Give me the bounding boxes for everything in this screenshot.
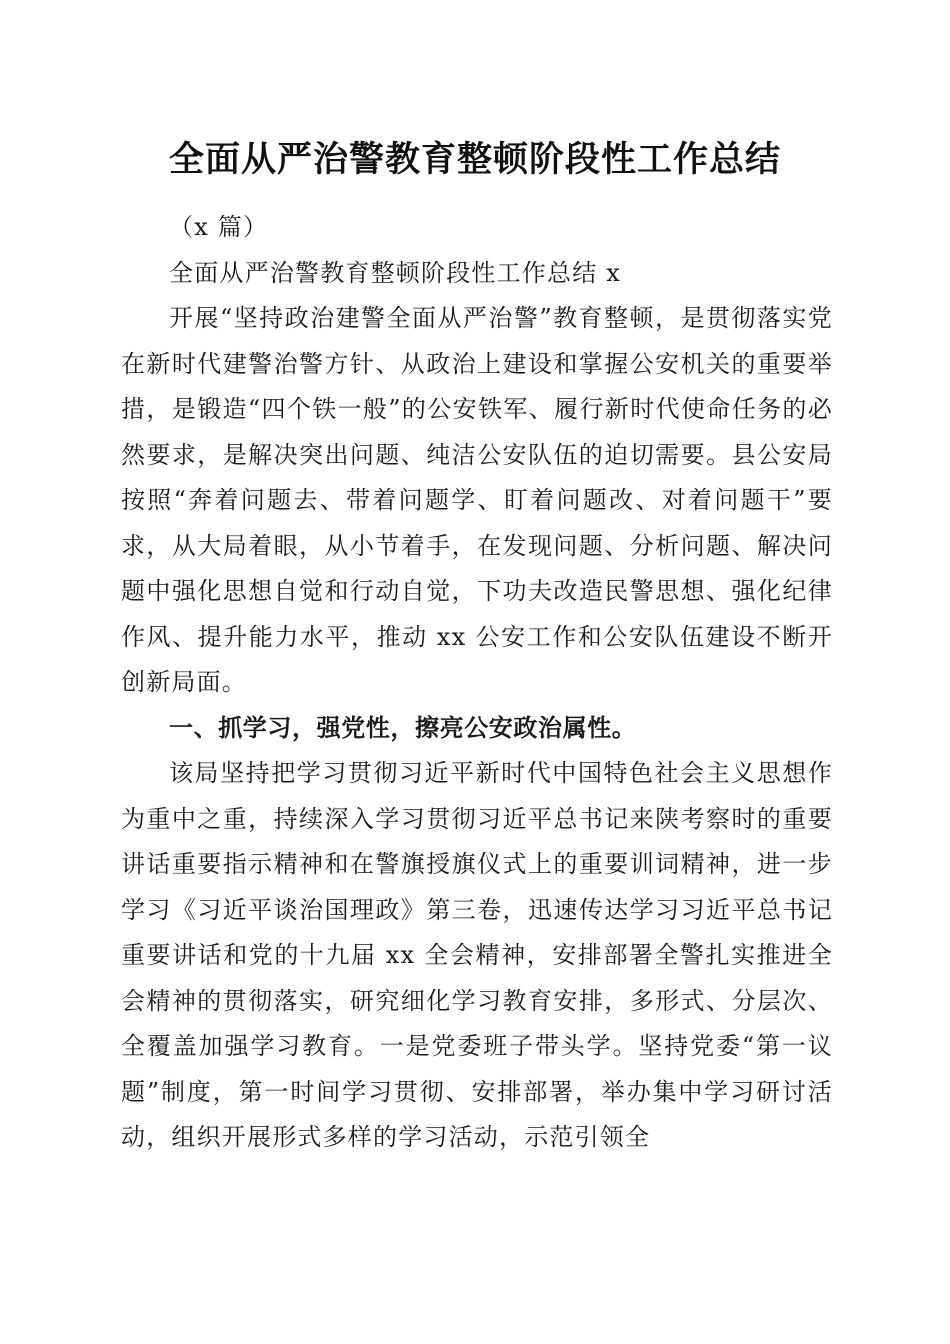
document-body bbox=[121, 205, 833, 1161]
subtitle-paragraph: 全面从严治警教育整顿阶段性工作总结 x bbox=[169, 258, 621, 287]
section-heading-1: 一、抓学习，强党性，擦亮公安政治属性。 bbox=[169, 713, 637, 742]
intro-paragraph: 开展“坚持政治建警全面从严治警”教育整顿，是贯彻落实党在新时代建警治警方针、从政治上建设和掌握公安机关的重要举措，是锻造“四个铁一般”的公安铁军、履行新时代使命任务的必然要求，是解决突出问题、纯洁公安队伍的迫切需要。县公安局按照“奔着问题去、带着问题学、盯着问题改、对着问题干”要求，从大局着眼，从小节着手，在发现问题、分析问题、解决问题中强化思想自觉和行动自觉，下功夫改造民警思想、强化纪律作风、提升能力水平，推动 xx 公安工作和公安队伍建设不断开创新局面。 bbox=[121, 304, 833, 696]
section-1-paragraph: 该局坚持把学习贯彻习近平新时代中国特色社会主义思想作为重中之重，持续深入学习贯彻习近平总书记来陕考察时的重要讲话重要指示精神和在警旗授旗仪式上的重要训词精神，进一步学习《习近平谈治国理政》第三卷，迅速传达学习习近平总书记重要讲话和党的十九届 xx 全会精神，安排部署全警扎实推进全会精神的贯彻落实，研究细化学习教育安排，多形式、分层次、全覆盖加强学习教育。一是党委班子带头学。坚持党委“第一议题”制度，第一时间学习贯彻、安排部署，举办集中学习研讨活动，组织开展形式多样的学习活动，示范引领全 bbox=[121, 759, 833, 1151]
document-title: 全面从严治警教育整顿阶段性工作总结 bbox=[168, 139, 781, 180]
article-count-note: （x 篇） bbox=[169, 213, 269, 241]
